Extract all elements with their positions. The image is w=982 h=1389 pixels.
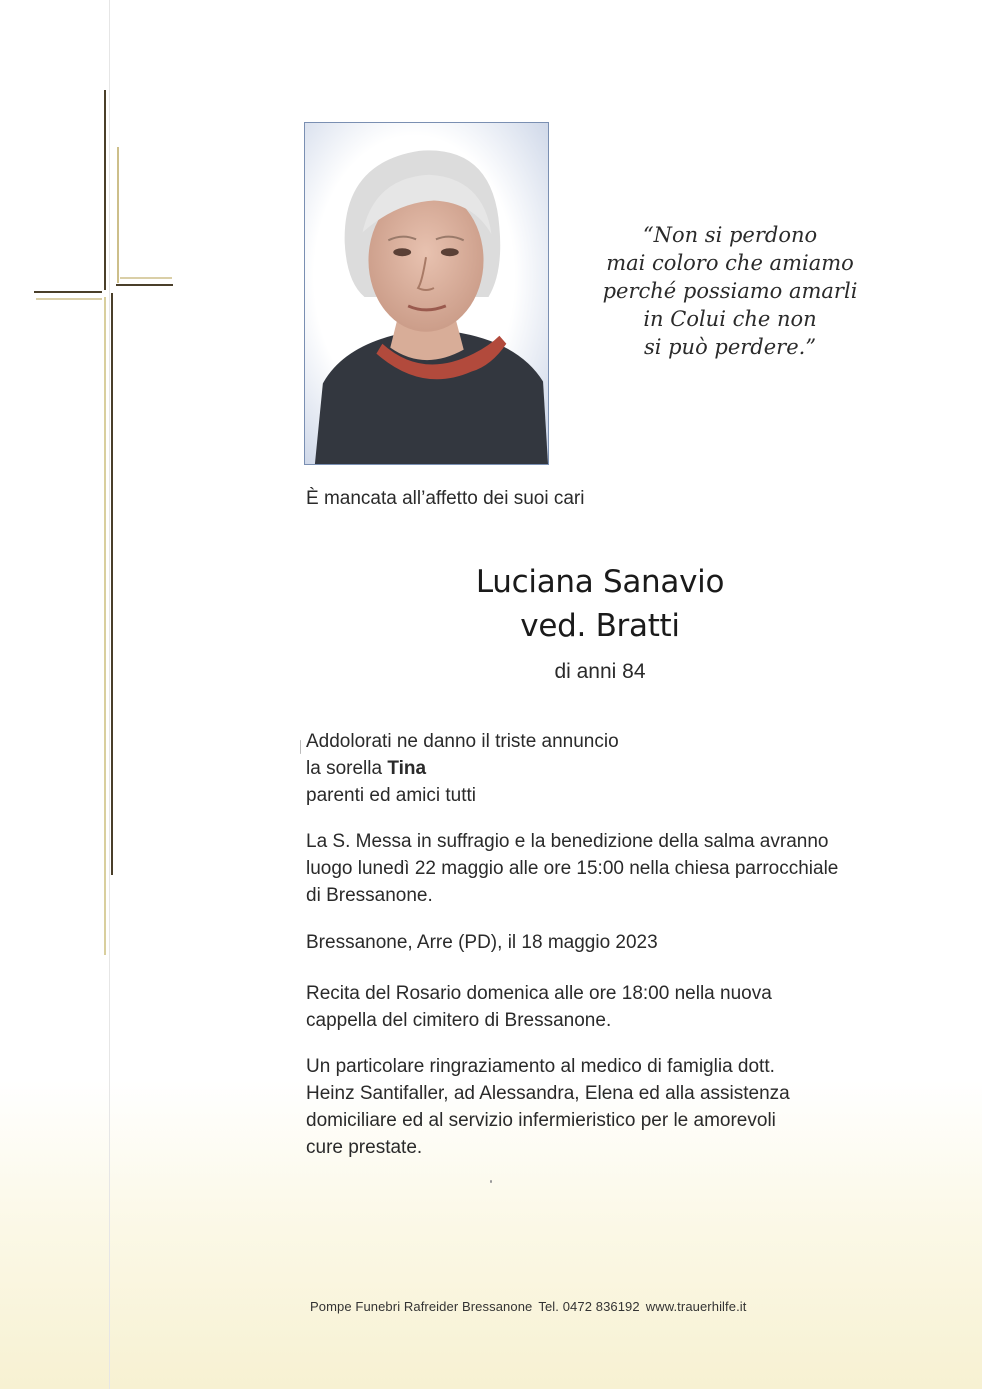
rosary-line: cappella del cimitero di Bressanone. [306,1010,612,1031]
quote-line: perché possiamo amarli [602,279,858,303]
mass-paragraph [306,828,906,909]
quote-line: in Colui che non [643,307,817,331]
portrait-photo [304,122,549,465]
deceased-name: Luciana Sanavio [475,564,725,600]
thanks-line: domiciliare ed al servizio infermieristico per le amorevoli [306,1110,776,1131]
thanks-line: Heinz Santifaller, ad Alessandra, Elena ed alla assistenza [306,1083,790,1104]
quote-line: si può perdere.” [643,335,817,359]
mass-line: La S. Messa in suffragio e la benedizione della salma avranno [306,831,829,852]
mass-line: luogo lunedì 22 maggio alle ore 15:00 nella chiesa parrocchiale [306,858,839,879]
thanks-line: Un particolare ringraziamento al medico di famiglia dott. [306,1056,775,1077]
deceased-age: di anni 84 [554,660,646,683]
footer-phone: Tel. 0472 836192 [538,1299,640,1314]
announcement-prefix: la sorella [306,758,388,779]
intro-text: È mancata all’affetto dei suoi cari [306,488,585,509]
announcement-line [306,755,906,782]
quote-line: “Non si perdono [642,223,818,247]
place-date-paragraph [306,929,906,956]
deceased-name-block [390,560,810,684]
announcement-line: parenti ed amici tutti [306,785,477,806]
portrait-image [305,123,548,464]
scan-speck [490,1180,492,1183]
footer-company: Pompe Funebri Rafreider Bressanone [310,1299,533,1314]
announcement-line: Addolorati ne danno il triste annuncio [306,731,619,752]
thanks-paragraph [306,1053,906,1161]
scan-speck [300,740,301,754]
place-date: Bressanone, Arre (PD), il 18 maggio 2023 [306,932,658,953]
deceased-married-name: ved. Bratti [520,608,680,644]
funeral-home-footer [310,1299,753,1314]
sister-name: Tina [387,758,427,779]
thanks-line: cure prestate. [306,1137,423,1158]
rosary-line: Recita del Rosario domenica alle ore 18:00 nella nuova [306,983,772,1004]
mass-line: di Bressanone. [306,885,433,906]
rosary-paragraph [306,980,906,1034]
quote-line: mai coloro che amiamo [606,251,854,275]
cross-icon [30,85,180,965]
memorial-quote [590,221,870,361]
footer-website: www.trauerhilfe.it [645,1299,747,1314]
announcement-paragraph [306,728,906,809]
